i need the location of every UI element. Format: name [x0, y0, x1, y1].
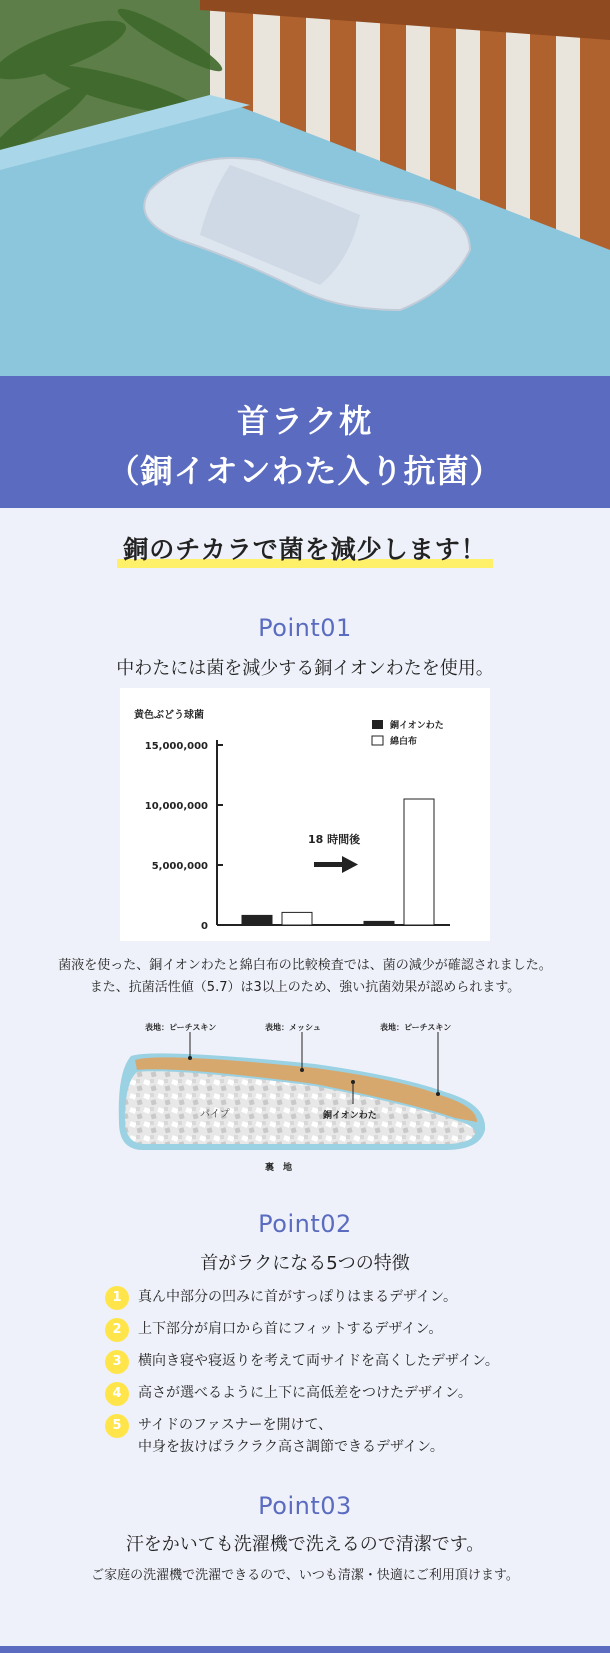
label-backing: 裏 地	[265, 1163, 293, 1173]
bacteria-chart-card	[120, 688, 490, 941]
point01-caption-line2: また、抗菌活性値（5.7）は3以上のため、強い抗菌効果が認められます。	[89, 980, 521, 995]
hero-pillow-photo	[0, 0, 610, 376]
bacteria-bar-chart	[120, 688, 490, 941]
number-badge: 1	[105, 1286, 129, 1310]
point01-caption-line1: 菌液を使った、銅イオンわたと綿白布の比較検査では、菌の減少が確認されました。	[58, 958, 552, 973]
pillow-cross-section-diagram	[115, 1022, 495, 1174]
number-badge: 4	[105, 1382, 129, 1406]
y-tick-label: 5,000,000	[151, 861, 208, 872]
point03-label: Point03	[258, 1492, 352, 1520]
point03-subtitle: 汗をかいても洗濯機で洗えるので清潔です。	[125, 1534, 485, 1555]
bar-copper-0	[242, 915, 272, 925]
number-badge: 5	[105, 1414, 129, 1438]
feature-text-line2: 中身を抜けばラクラク高さ調節できるデザイン。	[138, 1439, 444, 1455]
number-badge: 3	[105, 1350, 129, 1374]
label-surface-peachskin-right: 表地：ピーチスキン	[380, 1023, 452, 1032]
cross-section-icon	[115, 1022, 495, 1174]
legend-label-copper: 銅イオンわた	[390, 721, 444, 731]
feature-text: サイドのファスナーを開けて、	[138, 1417, 333, 1433]
y-tick-label: 15,000,000	[144, 741, 208, 752]
y-tick-label: 10,000,000	[144, 801, 208, 812]
feature-text: 高さが選べるように上下に高低差をつけたデザイン。	[138, 1385, 472, 1401]
feature-text: 横向き寝や寝返りを考えて両サイドを高くしたデザイン。	[138, 1353, 499, 1369]
label-surface-peachskin-left: 表地：ピーチスキン	[145, 1023, 217, 1032]
list-item	[105, 1286, 457, 1308]
point01-label: Point01	[258, 614, 352, 642]
bar-cotton-1	[404, 799, 434, 925]
point01-subtitle: 中わたには菌を減少する銅イオンわたを使用。	[116, 658, 494, 679]
feature-text: 上下部分が肩口から首にフィットするデザイン。	[138, 1321, 443, 1337]
legend-swatch-copper	[372, 720, 383, 729]
headline-wrap	[0, 532, 610, 568]
chart-annotation-18h: 18 時間後	[308, 833, 361, 846]
chart-title: 黄色ぶどう球菌	[134, 710, 204, 721]
point02-subtitle: 首がラクになる5つの特徴	[200, 1253, 410, 1274]
legend-swatch-cotton	[372, 736, 383, 745]
label-pipe: パイプ	[200, 1109, 230, 1120]
arrow-right-icon	[314, 856, 358, 873]
bar-copper-1	[364, 921, 394, 925]
label-copper-ion: 銅イオンわた	[323, 1111, 377, 1121]
title-band	[0, 376, 610, 508]
pillow-photo-icon	[0, 0, 610, 376]
feature-text: 真ん中部分の凹みに首がすっぽりはまるデザイン。	[138, 1289, 458, 1305]
list-item	[105, 1318, 442, 1340]
list-item	[105, 1350, 575, 1372]
list-item	[105, 1382, 472, 1404]
label-surface-mesh: 表地：メッシュ	[265, 1023, 321, 1032]
point02-label: Point02	[258, 1210, 352, 1238]
legend-label-cotton: 綿白布	[390, 737, 418, 747]
list-item	[105, 1414, 444, 1458]
y-tick-label: 0	[201, 921, 208, 932]
point03-caption: ご家庭の洗濯機で洗濯できるので、いつも清潔・快適にご利用頂けます。	[91, 1568, 519, 1583]
number-badge: 2	[105, 1318, 129, 1342]
page-subtitle: （銅イオンわた入り抗菌）	[107, 452, 503, 490]
page-title: 首ラク枕	[236, 402, 373, 440]
bottom-accent-bar	[0, 1646, 610, 1653]
bar-cotton-0	[282, 912, 312, 925]
headline: 銅のチカラで菌を減少します！	[117, 532, 493, 568]
